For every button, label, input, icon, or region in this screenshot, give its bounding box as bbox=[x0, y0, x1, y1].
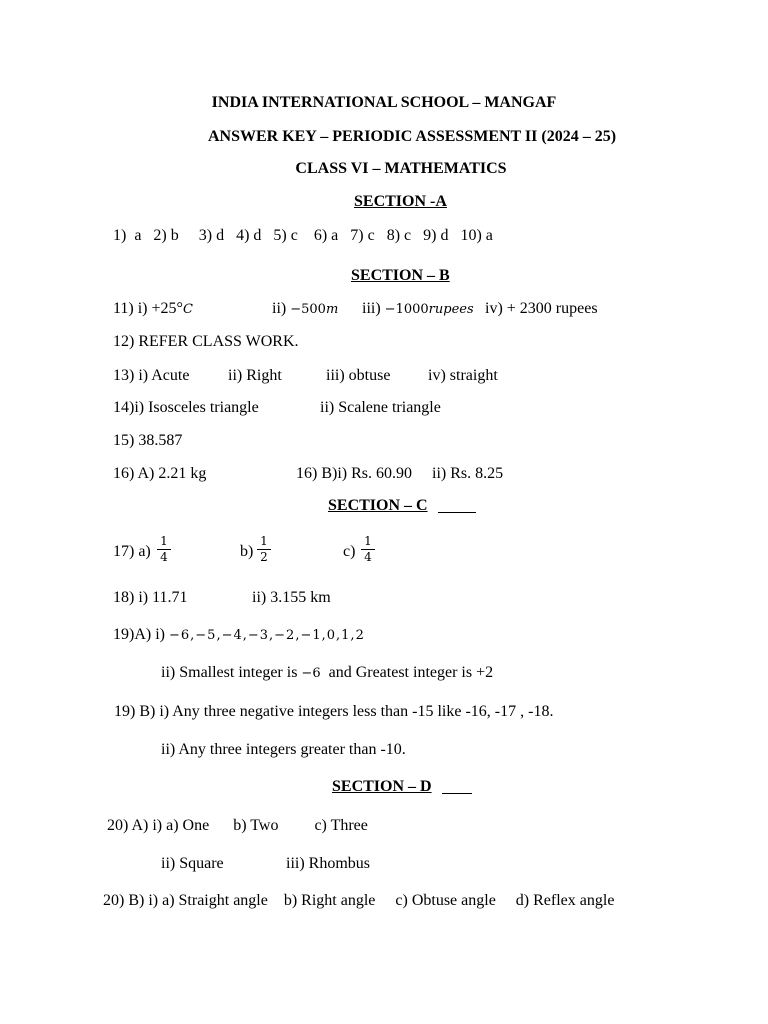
q19a-ii bbox=[161, 663, 493, 684]
q17-b-denominator: 2 bbox=[260, 550, 268, 564]
q11-ii-unit: m bbox=[325, 302, 339, 317]
q13-iv: iv) straight bbox=[428, 367, 498, 384]
q20b-i: 20) B) i) a) Straight angle b) Right angle c) Obtuse angle d) Reflex angle bbox=[103, 892, 615, 909]
q11-iii bbox=[362, 299, 474, 320]
section-b-heading: SECTION – B bbox=[351, 267, 450, 284]
q17-a-fraction bbox=[157, 535, 171, 564]
q11-ii-value: −500 bbox=[290, 302, 326, 317]
q14-i: 14)i) Isosceles triangle bbox=[113, 399, 259, 416]
q17-a-label: 17) a) bbox=[113, 543, 151, 560]
q11-ii-label: ii) bbox=[272, 300, 291, 317]
section-a-heading: SECTION -A bbox=[354, 193, 447, 210]
q19a-i-label: 19)A) i) bbox=[113, 626, 169, 643]
q13-iii: iii) obtuse bbox=[326, 367, 391, 384]
q17-a-denominator: 4 bbox=[160, 550, 168, 564]
q12-answer: 12) REFER CLASS WORK. bbox=[113, 333, 299, 350]
section-d-heading: SECTION – D bbox=[332, 778, 432, 795]
q11-iii-unit: rupees bbox=[428, 302, 474, 317]
q11-i bbox=[113, 299, 193, 320]
section-c-underline bbox=[438, 512, 476, 513]
q20a-i: 20) A) i) a) One b) Two c) Three bbox=[107, 817, 368, 834]
document-title: ANSWER KEY – PERIODIC ASSESSMENT II (2024 – 25) bbox=[207, 128, 617, 145]
q18-i: 18) i) 11.71 bbox=[113, 589, 188, 606]
q19a-i bbox=[113, 625, 365, 646]
q18-ii: ii) 3.155 km bbox=[252, 589, 331, 606]
q19b-i: 19) B) i) Any three negative integers less than -15 like -16, -17 , -18. bbox=[114, 703, 554, 720]
q11-iii-value: −1000 bbox=[384, 302, 429, 317]
q17-b-fraction bbox=[257, 535, 271, 564]
q11-i-text: 11) i) +25° bbox=[113, 300, 183, 317]
q19a-i-value: −6,−5,−4,−3,−2,−1,0,1,2 bbox=[168, 628, 365, 643]
q13-i: 13) i) Acute bbox=[113, 367, 190, 384]
q17-b-numerator: 1 bbox=[260, 534, 268, 548]
q11-ii bbox=[272, 299, 338, 320]
q11-i-unit: C bbox=[182, 302, 193, 317]
school-name: INDIA INTERNATIONAL SCHOOL – MANGAF bbox=[211, 94, 557, 111]
q17-c-fraction bbox=[361, 535, 375, 564]
class-subject: CLASS VI – MATHEMATICS bbox=[295, 160, 507, 177]
q16-b: 16) B)i) Rs. 60.90 ii) Rs. 8.25 bbox=[296, 465, 504, 482]
section-c-heading: SECTION – C bbox=[328, 497, 428, 514]
q17-b-label: b) bbox=[240, 543, 254, 560]
section-a-answers: 1) a 2) b 3) d 4) d 5) c 6) a 7) c 8) c 9) d 10) a bbox=[113, 227, 493, 244]
q19a-ii-value: −6 bbox=[301, 666, 321, 681]
q11-iii-label: iii) bbox=[362, 300, 385, 317]
q14-ii: ii) Scalene triangle bbox=[320, 399, 441, 416]
q16-a: 16) A) 2.21 kg bbox=[113, 465, 207, 482]
q17-c-numerator: 1 bbox=[364, 534, 372, 548]
q19a-ii-text: ii) Smallest integer is bbox=[161, 664, 302, 681]
q19b-ii: ii) Any three integers greater than -10. bbox=[161, 741, 406, 758]
q17-c-label: c) bbox=[343, 543, 356, 560]
q17-a-numerator: 1 bbox=[160, 534, 168, 548]
q19a-ii-suffix: and Greatest integer is +2 bbox=[320, 664, 494, 681]
q11-iv: iv) + 2300 rupees bbox=[485, 300, 598, 317]
section-d-underline bbox=[442, 793, 472, 794]
q17-c-denominator: 4 bbox=[364, 550, 372, 564]
q13-ii: ii) Right bbox=[228, 367, 282, 384]
q15-answer: 15) 38.587 bbox=[113, 432, 183, 449]
q20a-ii: ii) Square bbox=[161, 855, 224, 872]
q20a-iii: iii) Rhombus bbox=[286, 855, 371, 872]
